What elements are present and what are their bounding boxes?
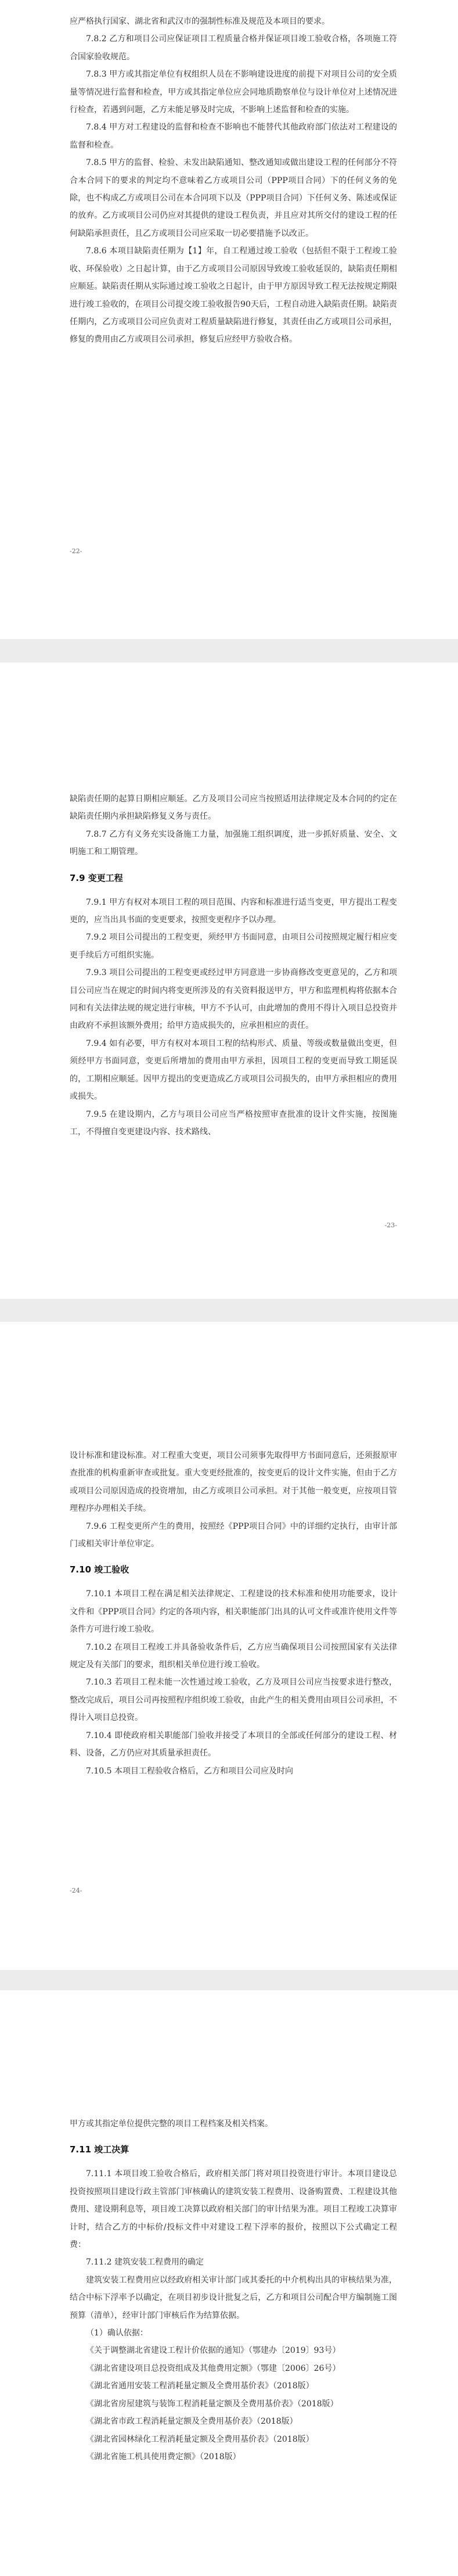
paragraph-7-9-4: 7.9.4 如有必要，甲方有权对本项目工程的结构形式、质量、等级或数量做出变更，但须经甲方书面同意，变更后所增加的费用由甲方承担，因项目工程的变更而导致工期延误的，工期相应顺延。因甲方提出的变更造成乙方或项目公司损失的，由甲方承担相应的费用或损失。 — [70, 1038, 397, 1102]
paragraph-7-10-1: 7.10.1 本项目工程在满足相关法律规定、工程建设的技术标准和使用功能要求，设计文件和《PPP项目合同》约定的各项内容，相关职能部门出具的认可文件或准许使用文件等条件方可进行竣工验收。 — [70, 1589, 397, 1635]
list-item: 《湖北省园林绿化工程消耗量定额及全费用基价表》（2018版） — [86, 2434, 314, 2444]
paragraph-7-8-6-tail: 缺陷责任期的起算日期相应顺延。乙方及项目公司应当按照适用法律规定及本合同的约定在缺陷责任期内承担缺陷修复义务与责任。 — [70, 794, 397, 822]
paragraph-7-9-2: 7.9.2 项目公司提出的工程变更，须经甲方书面同意，由项目公司按照规定履行相应变更手续后方可组织实施。 — [70, 933, 397, 960]
document-page-2 — [0, 662, 458, 1299]
document-page-3 — [0, 1322, 458, 1970]
paragraph-7-9-6: 7.9.6 工程变更所产生的费用，按照经《PPP项目合同》中的详细约定执行，由审计部门或相关审计单位审定。 — [70, 1521, 397, 1549]
paragraph-7-11-1: 7.11.1 本项目竣工验收合格后，政府相关部门将对项目投资进行审计。本项目建设总投资按照项目建设行政主管部门审核确认的建筑安装工程费用、设备购置费、工程建设其他费用、建设期利息等，项目竣工决算以政府相关部门的审计结果为准。项目工程竣工决算审计时，结合乙方的中标价/投标文件中对建设工程下浮率的报价，按照以下公式确定工程费： — [70, 2169, 397, 2250]
paragraph-7-9-1: 7.9.1 甲方有权对本项目工程的项目范围、内容和标准进行适当变更，甲方提出工程变更的，应当出具书面的变更要求，按照变更程序予以办理。 — [70, 897, 397, 925]
paragraph-7-10-3: 7.10.3 若项目工程未能一次性通过竣工验收，乙方及项目公司应当按要求进行整改，整改完成后，项目公司再按照程序组织竣工验收，由此产生的相关费用由项目公司承担，不得计入项目总投资。 — [70, 1678, 397, 1723]
paragraph-7-10-2: 7.10.2 在项目工程竣工并具备验收条件后，乙方应当确保项目公司按照国家有关法律规定及有关部门的要求，组织相关单位进行竣工验收。 — [70, 1642, 397, 1670]
paragraph-7-8-3: 7.8.3 甲方或其指定单位有权组织人员在不影响建设进度的前提下对项目公司的安全质量等情况进行监督和检查，甲方或其指定单位应会同地质勘察单位与设计单位对上述情况进行检查，若遇到问题，乙方未能足够及时完成，不影响上述监督和检查的实施。 — [70, 70, 397, 115]
paragraph-7-10-5-tail: 甲方或其指定单位提供完整的项目工程档案及相关档案。 — [70, 2119, 273, 2129]
list-item: 《湖北省建设项目总投资组成及其他费用定额》（鄂建〔2006〕26号） — [86, 2363, 341, 2373]
paragraph-7-8-2: 7.8.2 乙方和项目公司应保证项目工程质量合格并保证项目竣工验收合格，各项施工符合国家验收规范。 — [70, 34, 397, 62]
list-item: 《关于调整湖北省建设工程计价依据的通知》（鄂建办〔2019〕93号） — [86, 2346, 341, 2356]
document-page-1 — [0, 0, 458, 639]
paragraph-7-10-4: 7.10.4 即使政府相关职能部门验收并接受了本项目的全部或任何部分的建设工程、材料、设备，乙方仍应对其质量承担责任。 — [70, 1731, 397, 1758]
page-number: -24- — [70, 1887, 82, 1894]
list-item: 《湖北省房屋建筑与装饰工程消耗量定额及全费用基价表》（2018版） — [86, 2399, 338, 2409]
paragraph-7-9-5: 7.9.5 在建设期内，乙方与项目公司应当严格按照审查批准的设计文件实施，按图施工，不得擅自变更建设内容、技术路线、 — [70, 1109, 397, 1137]
paragraph-7-8-6: 7.8.6 本项目缺陷责任期为【1】年，自工程通过竣工验收（包括但不限于工程竣工验收、环保验收）之日起计算，由于乙方或项目公司原因导致竣工验收延误的，缺陷责任期相应顺延。缺陷责任期从实际通过竣工验收之日起计，由于甲方原因导致工程无法按规定期限进行竣工验收的，在项目公司提交竣工验收报告90天后，工程自动进入缺陷责任期。缺陷责任期内，乙方或项目公司应负责对工程质量缺陷进行修复，其责任由乙方或项目公司承担，修复的费用由乙方或项目公司承担，修复后应经甲方验收合格。 — [70, 246, 397, 345]
paragraph-7-11-2-body: 建筑安装工程费用应以经政府相关审计部门或其委托的中介机构出具的审核结果为准，结合中标下浮率予以确定，在项目初步设计批复之后，乙方和项目公司配合甲方编制施工图预算（清单），经审计部门审核后作为结算依据。 — [70, 2275, 397, 2320]
paragraph-7-9-5-tail: 设计标准和建设标准。对工程重大变更，项目公司须事先取得甲方书面同意后，还须报原审查批准的机构重新审查或批复。重大变更经批准的，按变更后的设计文件实施，但由于乙方或项目公司原因造成的投资增加，由乙方或项目公司承担。对于其他一般变更，应按项目管理程序办理相关手续。 — [70, 1451, 397, 1514]
list-item: 《湖北省施工机具使用费定额》（2018版） — [86, 2452, 241, 2462]
paragraph-7-10-5: 7.10.5 本项目工程验收合格后，乙方和项目公司应及时向 — [86, 1766, 293, 1776]
paragraph-7-8-1-tail: 应严格执行国家、湖北省和武汉市的强制性标准及规范及本项目的要求。 — [70, 17, 330, 26]
paragraph-7-8-5: 7.8.5 甲方的监督、检验、未发出缺陷通知、整改通知或做出建设工程的任何部分不符合本合同下的要求的判定均不意味着乙方或项目公司（PPP项目合同）下的任何义务的免除，也不构成乙方或项目公司在本合同项下以及（PPP项目合同）下任何义务、陈述或保证的放弃。乙方或项目公司仍应对其提供的建设工程负责，并且应对其所交付的建设工程的任何缺陷承担责任，且乙方或项目公司应采取一切必要措施予以改正。 — [70, 158, 397, 238]
list-item: 《湖北省市政工程消耗量定额及全费用基价表》（2018版） — [86, 2417, 298, 2427]
page-number: -22- — [70, 547, 82, 555]
section-heading-7-10: 7.10 竣工验收 — [70, 1564, 129, 1575]
list-intro: （1）确认依据： — [86, 2328, 148, 2338]
paragraph-7-8-7: 7.8.7 乙方有义务充实设备施工力量，加强施工组织调度，进一步抓好质量、安全、文明施工和工期管理。 — [70, 829, 397, 857]
paragraph-7-11-2: 7.11.2 建筑安装工程费用的确定 — [86, 2258, 204, 2267]
page-number: -23- — [384, 1221, 397, 1229]
paragraph-7-8-4: 7.8.4 甲方对工程建设的监督和检查不影响也不能替代其他政府部门依法对工程建设的监督和检查。 — [70, 123, 397, 150]
section-heading-7-9: 7.9 变更工程 — [70, 872, 123, 883]
section-heading-7-11: 7.11 竣工决算 — [70, 2144, 129, 2155]
list-item: 《湖北省通用安装工程消耗量定额及全费用基价表》（2018版） — [86, 2381, 314, 2391]
document-page-4 — [0, 1990, 458, 2576]
paragraph-7-9-3: 7.9.3 项目公司提出的工程变更或经过甲方同意进一步协商修改变更意见的，乙方和项目公司应当在规定的时间内将变更所涉及的有关资料报送甲方，甲方和监理机构将依据本合同和有关法律法规的规定进行审核，甲方不予认可，由此增加的费用不得计入项目总投资并由政府不承担该额外费用；给甲方造成损失的，应承担相应的责任。 — [70, 968, 397, 1031]
